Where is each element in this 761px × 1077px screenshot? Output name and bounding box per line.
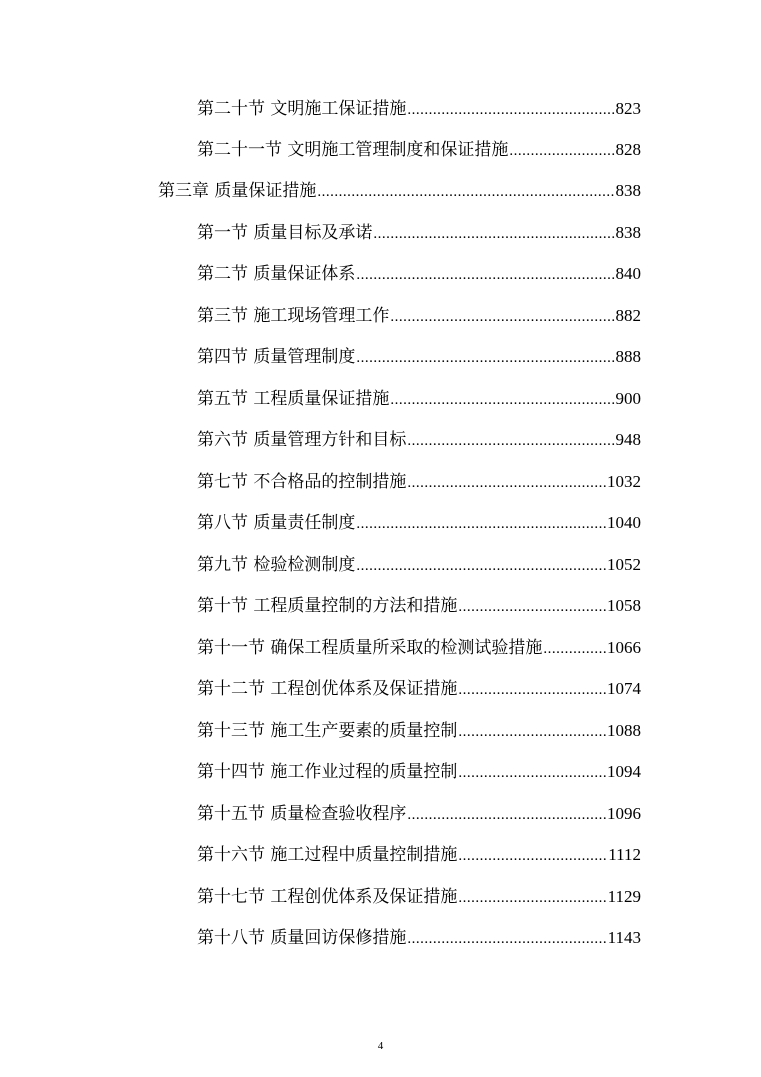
toc-entry-title: 第十七节 工程创优体系及保证措施 <box>197 887 458 907</box>
toc-entry-title: 第六节 质量管理方针和目标 <box>197 430 407 450</box>
toc-entry[interactable] <box>197 508 641 538</box>
dot-leader <box>356 343 614 373</box>
toc-entry-page: 838 <box>615 223 641 242</box>
toc-entry-title: 第九节 检验检测制度 <box>197 555 356 575</box>
toc-entry-page: 948 <box>615 430 641 449</box>
toc-entry-page: 1066 <box>607 638 641 657</box>
dot-leader <box>356 509 606 539</box>
dot-leader <box>407 468 606 498</box>
toc-entry-page: 882 <box>615 306 641 325</box>
toc-entry[interactable] <box>197 923 641 953</box>
toc-entry[interactable] <box>197 550 641 580</box>
toc-entry-title: 第十五节 质量检查验收程序 <box>197 804 407 824</box>
toc-entry-title: 第十六节 施工过程中质量控制措施 <box>197 845 458 865</box>
toc-entry[interactable] <box>197 301 641 331</box>
toc-entry-page: 840 <box>615 264 641 283</box>
dot-leader <box>407 924 606 954</box>
toc-entry-title: 第三节 施工现场管理工作 <box>197 306 390 326</box>
toc-entry-page: 1032 <box>607 472 641 491</box>
toc-entry-page: 900 <box>615 389 641 408</box>
dot-leader <box>390 385 614 415</box>
toc-entry[interactable] <box>197 716 641 746</box>
dot-leader <box>458 758 606 788</box>
toc-entry[interactable] <box>197 425 641 455</box>
toc-chapter-entry[interactable] <box>158 176 641 206</box>
toc-entry-page: 823 <box>615 99 641 118</box>
toc-entry-page: 1096 <box>607 804 641 823</box>
toc-entry[interactable] <box>197 467 641 497</box>
toc-entry-title: 第七节 不合格品的控制措施 <box>197 472 407 492</box>
dot-leader <box>407 95 614 125</box>
toc-entry-page: 1052 <box>607 555 641 574</box>
toc-entry-title: 第二十一节 文明施工管理制度和保证措施 <box>197 140 509 160</box>
toc-entry[interactable] <box>197 757 641 787</box>
dot-leader <box>317 177 614 207</box>
dot-leader <box>373 219 614 249</box>
toc-entry[interactable] <box>197 135 641 165</box>
toc-entry-page: 1112 <box>608 845 641 864</box>
dot-leader <box>509 136 614 166</box>
dot-leader <box>390 302 614 332</box>
toc-entry-title: 第八节 质量责任制度 <box>197 513 356 533</box>
dot-leader <box>458 841 607 871</box>
toc-entry-page: 828 <box>615 140 641 159</box>
dot-leader <box>458 592 606 622</box>
toc-entry[interactable] <box>197 384 641 414</box>
toc-entry[interactable] <box>197 674 641 704</box>
toc-entry-title: 第四节 质量管理制度 <box>197 347 356 367</box>
toc-entry-page: 888 <box>615 347 641 366</box>
toc-entry-page: 1040 <box>607 513 641 532</box>
toc-entry-page: 1129 <box>607 887 641 906</box>
toc-entry-page: 1143 <box>607 928 641 947</box>
dot-leader <box>356 260 614 290</box>
dot-leader <box>458 675 606 705</box>
toc-entry[interactable] <box>197 591 641 621</box>
toc-entry[interactable] <box>197 633 641 663</box>
toc-entry[interactable] <box>197 259 641 289</box>
toc-entry-title: 第三章 质量保证措施 <box>158 181 317 201</box>
toc-entry[interactable] <box>197 882 641 912</box>
dot-leader <box>356 551 606 581</box>
toc-entry-title: 第十节 工程质量控制的方法和措施 <box>197 596 458 616</box>
dot-leader <box>407 800 606 830</box>
toc-entry-page: 1088 <box>607 721 641 740</box>
toc-entry[interactable] <box>197 218 641 248</box>
toc-entry-title: 第一节 质量目标及承诺 <box>197 223 373 243</box>
toc-entry-title: 第十四节 施工作业过程的质量控制 <box>197 762 458 782</box>
toc-entry-title: 第五节 工程质量保证措施 <box>197 389 390 409</box>
dot-leader <box>407 426 614 456</box>
toc-entry[interactable] <box>197 342 641 372</box>
toc-entry-title: 第十八节 质量回访保修措施 <box>197 928 407 948</box>
dot-leader <box>458 717 606 747</box>
toc-entry-page: 1074 <box>607 679 641 698</box>
toc-entry[interactable] <box>197 799 641 829</box>
toc-entry-title: 第十一节 确保工程质量所采取的检测试验措施 <box>197 638 543 658</box>
toc-entry-page: 838 <box>615 181 641 200</box>
dot-leader <box>543 634 606 664</box>
dot-leader <box>458 883 606 913</box>
toc-entry-title: 第二十节 文明施工保证措施 <box>197 99 407 119</box>
toc-entry[interactable] <box>197 840 641 870</box>
toc-entry-page: 1058 <box>607 596 641 615</box>
toc-entry-title: 第十二节 工程创优体系及保证措施 <box>197 679 458 699</box>
page-number: 4 <box>377 1040 384 1052</box>
toc-entry[interactable] <box>197 94 641 124</box>
toc-entry-page: 1094 <box>607 762 641 781</box>
toc-entry-title: 第二节 质量保证体系 <box>197 264 356 284</box>
toc-entry-title: 第十三节 施工生产要素的质量控制 <box>197 721 458 741</box>
